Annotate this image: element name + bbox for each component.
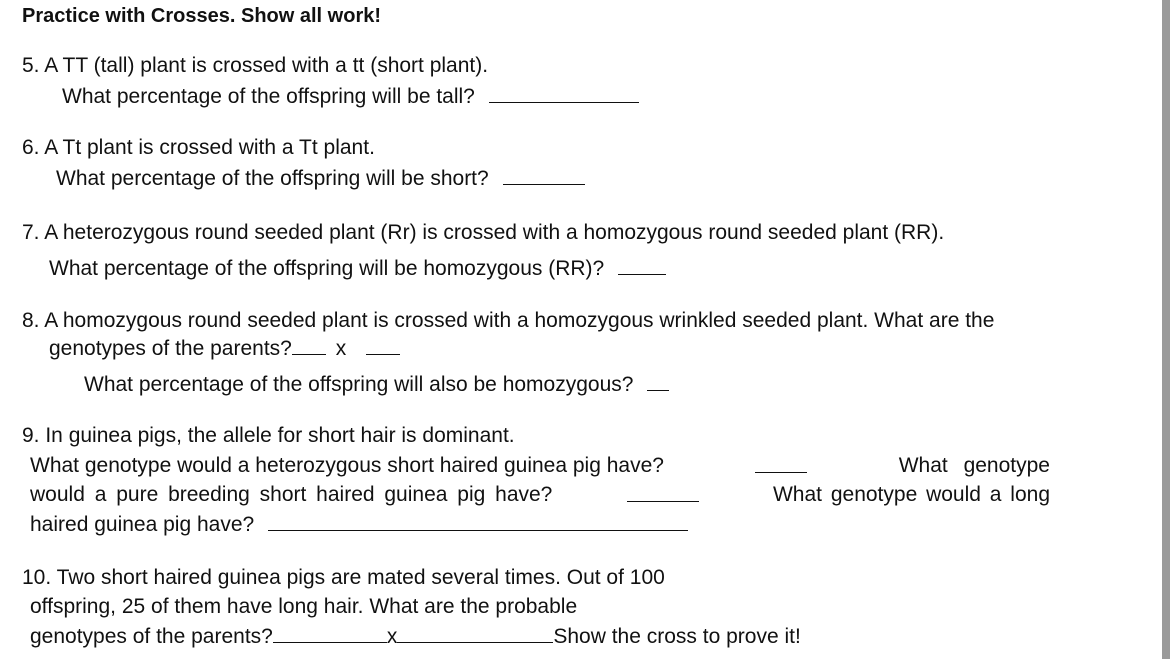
question-9-heterozygous-blank[interactable] [755,454,807,473]
question-10-text: 10. Two short haired guinea pigs are mated several times. Out of 100 [22,566,665,589]
question-5-prompt [62,84,639,109]
question-10-show-cross-text: Show the cross to prove it! [553,625,801,648]
question-10-genotypes-text: genotypes of the parents? [30,625,273,648]
question-10-line-3 [30,624,801,649]
question-9-line-2 [30,454,1050,478]
question-10-parent2-blank[interactable] [397,624,553,643]
question-7-answer-blank[interactable] [618,256,666,275]
question-8-cross-x: x [335,337,347,360]
question-9-pure-breeding-text: would a pure breeding short haired guinea pig have? [30,483,553,506]
question-6-answer-blank[interactable] [503,166,585,185]
question-8-parent2-blank[interactable] [366,336,400,355]
question-7-prompt-text: What percentage of the offspring will be homozygous (RR)? [49,257,605,280]
question-7-text: 7. A heterozygous round seeded plant (Rr) is crossed with a homozygous round seeded plant (RR). [22,221,945,244]
question-10-line-2: offspring, 25 of them have long hair. What are the probable [30,595,578,618]
page-title: Practice with Crosses. Show all work! [22,5,382,27]
question-5-answer-blank[interactable] [489,84,639,103]
question-9-long-haired-blank[interactable] [268,512,688,531]
question-9-long-haired-text: haired guinea pig have? [30,513,255,536]
question-9-genotype-text-a: What genotype [898,454,1050,477]
question-6-text: 6. A Tt plant is crossed with a Tt plant. [22,136,375,159]
question-9-heterozygous-text: What genotype would a heterozygous short haired guinea pig have? [30,454,664,477]
question-9-pure-breeding-blank[interactable] [627,483,699,502]
question-7-prompt [49,256,666,281]
question-8-parent1-blank[interactable] [292,336,326,355]
question-5-text: 5. A TT (tall) plant is crossed with a tt (short plant). [22,54,489,77]
question-6-prompt [56,166,585,191]
question-10-parent1-blank[interactable] [273,624,387,643]
question-9-line-4 [30,512,688,537]
question-8-genotypes [49,336,400,361]
question-8-text: 8. A homozygous round seeded plant is crossed with a homozygous wrinkled seeded plant. What are the [22,309,995,332]
question-9-genotype-text-b: What genotype would a long [772,483,1050,506]
question-8-genotypes-text: genotypes of the parents? [49,337,292,360]
page-edge-border [1162,0,1170,659]
question-8-answer-blank[interactable] [647,372,669,391]
question-9-line-3 [30,483,1050,507]
question-8-prompt [84,372,669,397]
question-10-cross-x: x [386,625,398,648]
question-6-prompt-text: What percentage of the offspring will be short? [56,167,489,190]
question-9-text: 9. In guinea pigs, the allele for short hair is dominant. [22,424,515,447]
question-5-prompt-text: What percentage of the offspring will be tall? [62,85,475,108]
question-8-prompt-text: What percentage of the offspring will also be homozygous? [84,373,634,396]
